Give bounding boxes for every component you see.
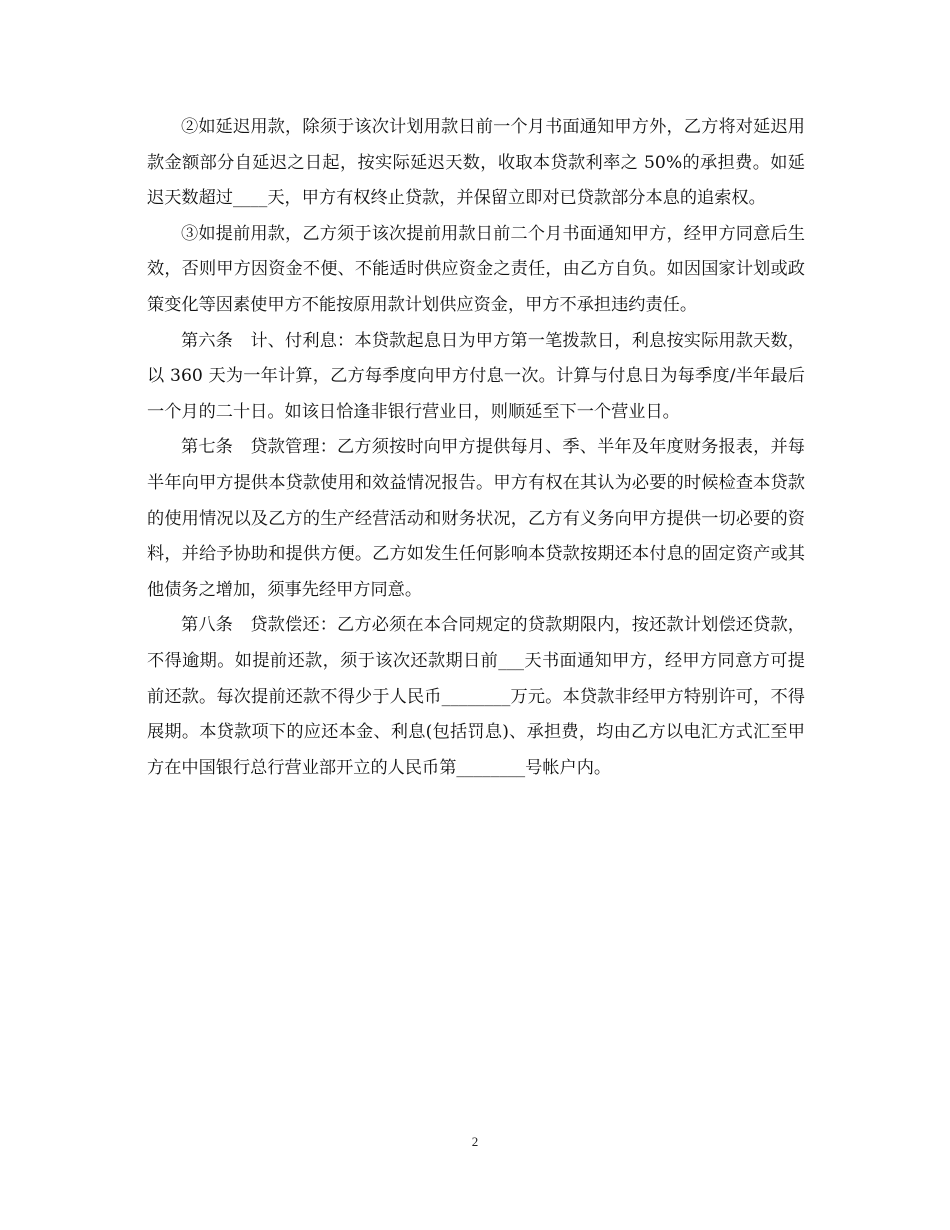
document-body (147, 110, 805, 786)
paragraph-early-drawdown: ③如提前用款，乙方须于该次提前用款日前二个月书面通知甲方，经甲方同意后生效，否则甲方因资金不便、不能适时供应资金之责任，由乙方自负。如因国家计划或政策变化等因素使甲方不能按原用款计划供应资金，甲方不承担违约责任。 (147, 223, 805, 315)
paragraph-article-7-loan-management: 第七条 贷款管理：乙方须按时向甲方提供每月、季、半年及年度财务报表，并每半年向甲方提供本贷款使用和效益情况报告。甲方有权在其认为必要的时候检查本贷款的使用情况以及乙方的生产经营活动和财务状况，乙方有义务向甲方提供一切必要的资料，并给予协助和提供方便。乙方如发生任何影响本贷款按期还本付息的固定资产或其他债务之增加，须事先经甲方同意。 (147, 437, 805, 600)
paragraph-delayed-drawdown: ②如延迟用款，除须于该次计划用款日前一个月书面通知甲方外，乙方将对延迟用款金额部分自延迟之日起，按实际延迟天数，收取本贷款利率之 50%的承担费。如延迟天数超过____天，甲方有权终止贷款，并保留立即对已贷款部分本息的追索权。 (147, 117, 805, 209)
paragraph-article-8-repayment: 第八条 贷款偿还：乙方必须在本合同规定的贷款期限内，按还款计划偿还贷款，不得逾期。如提前还款，须于该次还款期日前___天书面通知甲方，经甲方同意方可提前还款。每次提前还款不得少于人民币________万元。本贷款非经甲方特别许可，不得展期。本贷款项下的应还本金、利息(包括罚息)、承担费，均由乙方以电汇方式汇至甲方在中国银行总行营业部开立的人民币第________号帐户内。 (147, 615, 805, 778)
paragraph-article-6-interest: 第六条 计、付利息：本贷款起息日为甲方第一笔拨款日，利息按实际用款天数，以 360 天为一年计算，乙方每季度向甲方付息一次。计算与付息日为每季度/半年最后一个月的二十日。如该日恰逢非银行营业日，则顺延至下一个营业日。 (147, 330, 805, 422)
page-number: 2 (471, 1134, 479, 1149)
